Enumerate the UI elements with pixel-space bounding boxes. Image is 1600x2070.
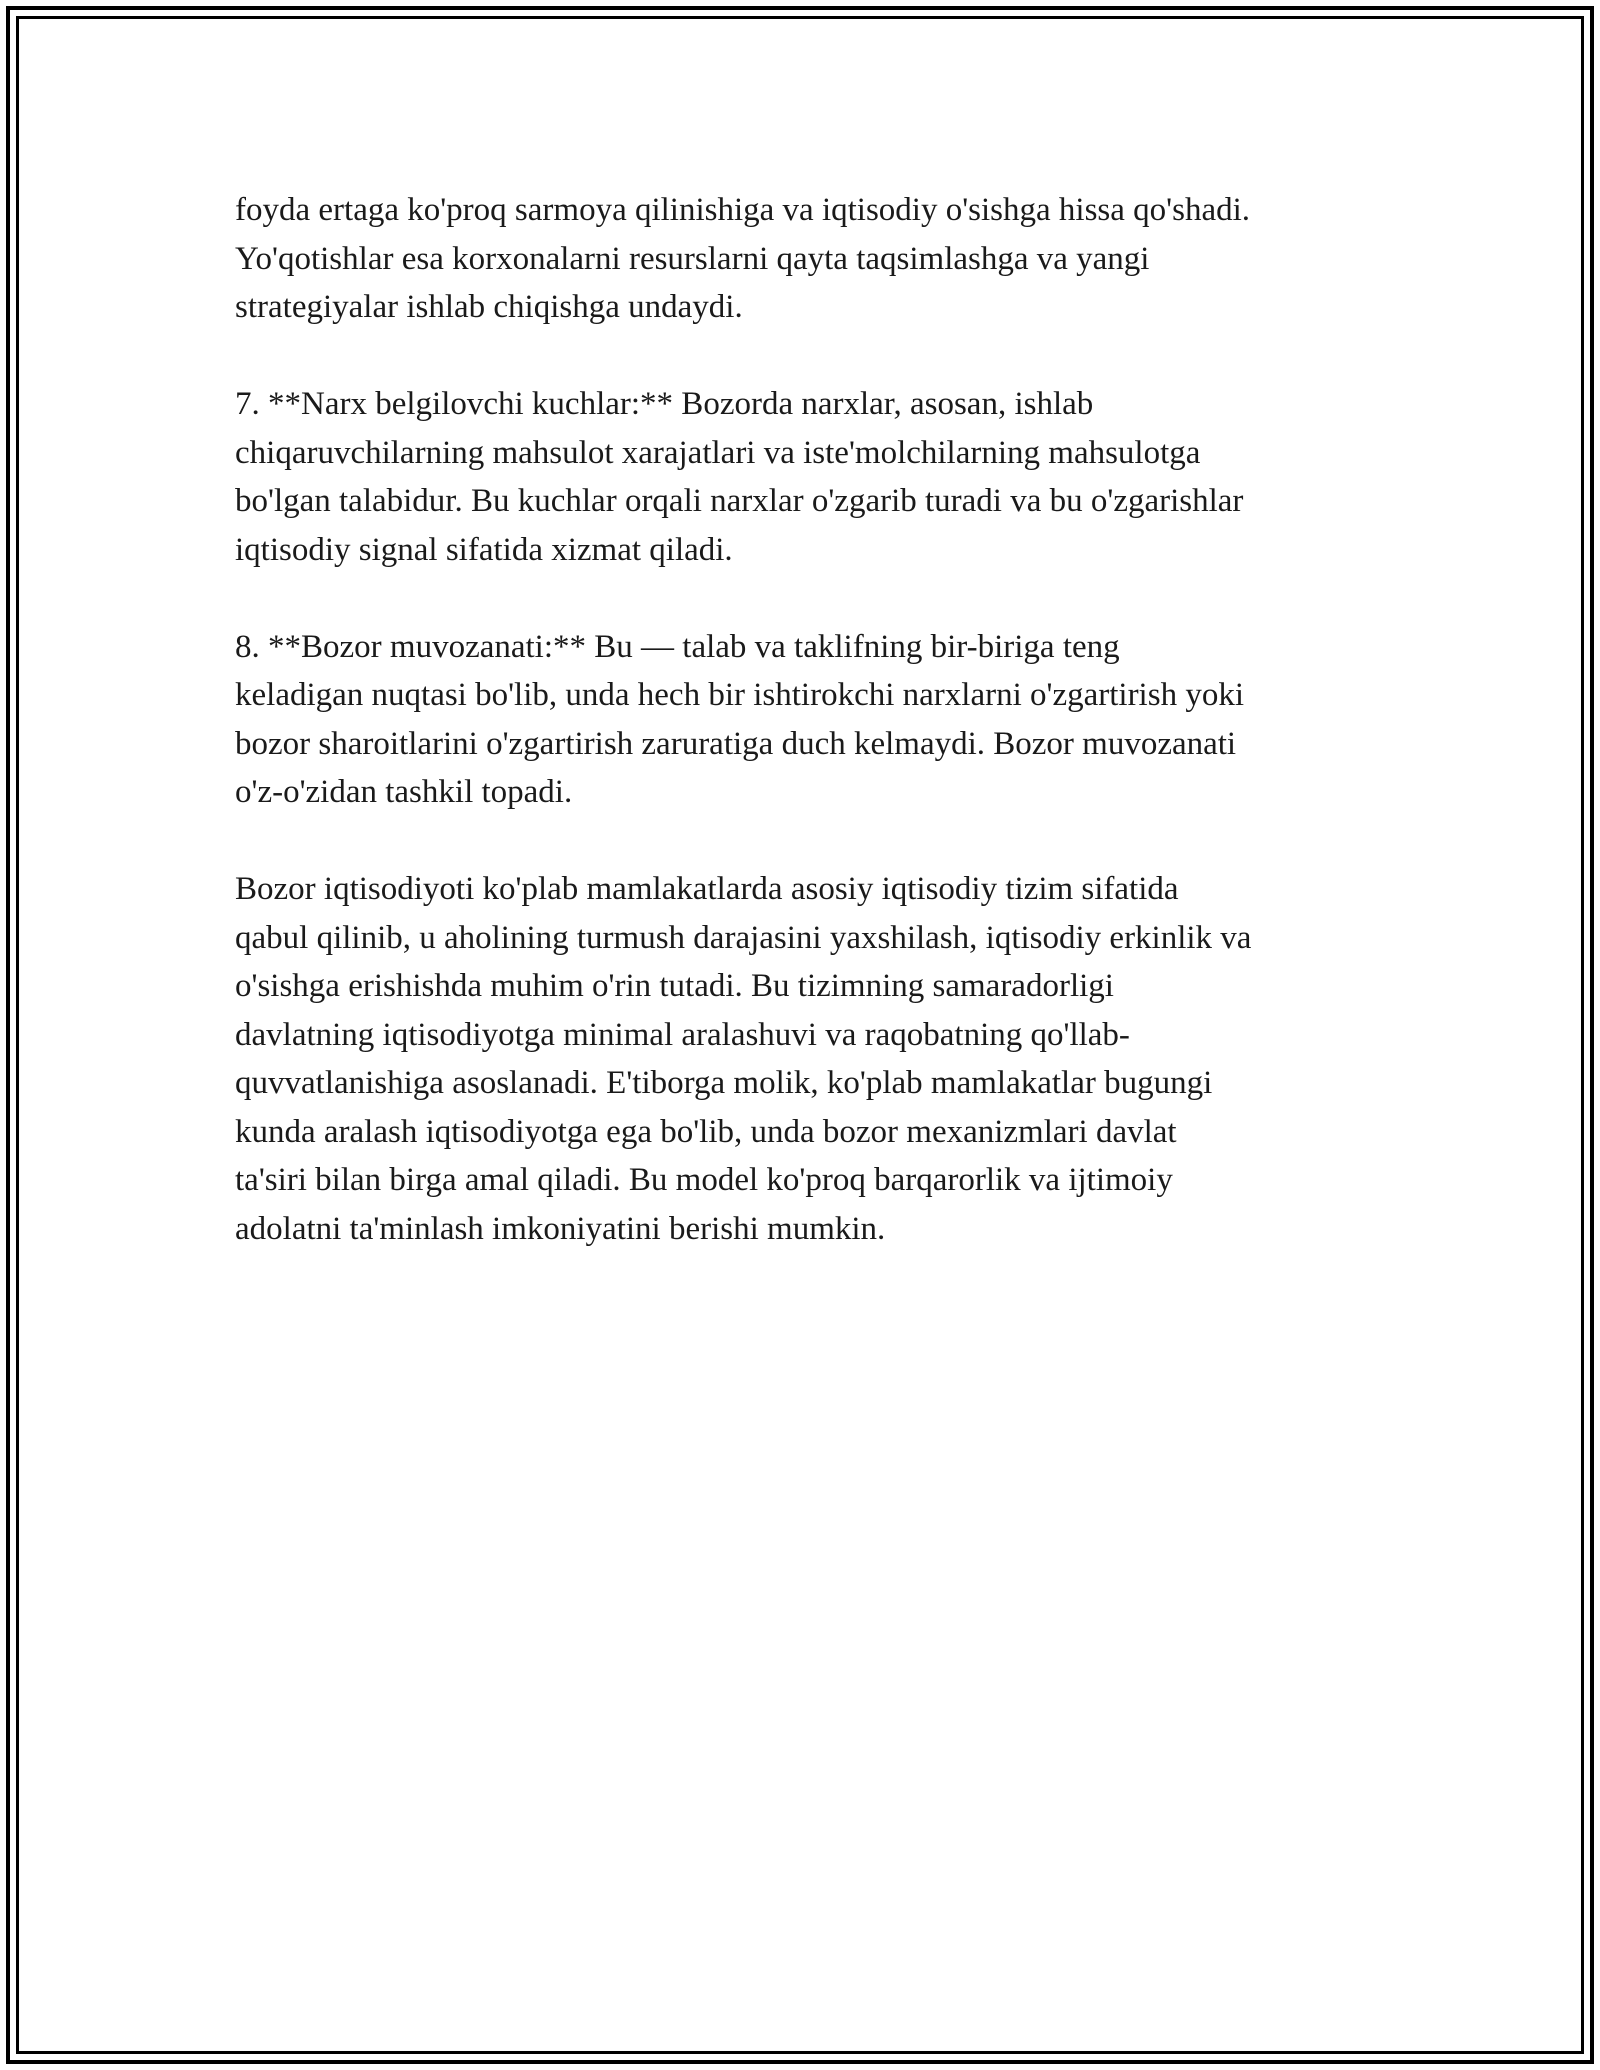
paragraph-market-equilibrium: 8. **Bozor muvozanati:** Bu — talab va taklifning bir-biriga teng keladigan nuqtasi bo'lib, unda hech bir ishtirokchi narxlarni o'zgartirish yoki bozor sharoitlarini o'zgartirish zaruratiga duch kelmaydi. Bozor muvozanati o'z-o'zidan tashkil topadi. [235,628,1244,810]
document-body [235,186,1375,1253]
paragraph-profit-losses: foyda ertaga ko'proq sarmoya qilinishiga va iqtisodiy o'sishga hissa qo'shadi. Yo'qotishlar esa korxonalarni resurslarni qayta taqsimlashga va yangi strategiyalar ishlab chiqishga undaydi. [235,192,1251,325]
paragraph-price-forces: 7. **Narx belgilovchi kuchlar:** Bozorda narxlar, asosan, ishlab chiqaruvchilarning mahsulot xarajatlari va iste'molchilarning mahsulotga bo'lgan talabidur. Bu kuchlar orqali narxlar o'zgarib turadi va bu o'zgarishlar iqtisodiy signal sifatida xizmat qiladi. [235,386,1244,568]
paragraph-conclusion: Bozor iqtisodiyoti ko'plab mamlakatlarda asosiy iqtisodiy tizim sifatida qabul qilinib, u aholining turmush darajasini yaxshilash, iqtisodiy erkinlik va o'sishga erishishda muhim o'rin tutadi. Bu tizimning samaradorligi davlatning iqtisodiyotga minimal aralashuvi va raqobatning qo'llab- quvvatlanishiga asoslanadi. E'tiborga molik, ko'plab mamlakatlar bugungi kunda aralash iqtisodiyotga ega bo'lib, unda bozor mexanizmlari davlat ta'siri bilan birga amal qiladi. Bu model ko'proq barqarorlik va ijtimoiy adolatni ta'minlash imkoniyatini berishi mumkin. [235,871,1252,1247]
